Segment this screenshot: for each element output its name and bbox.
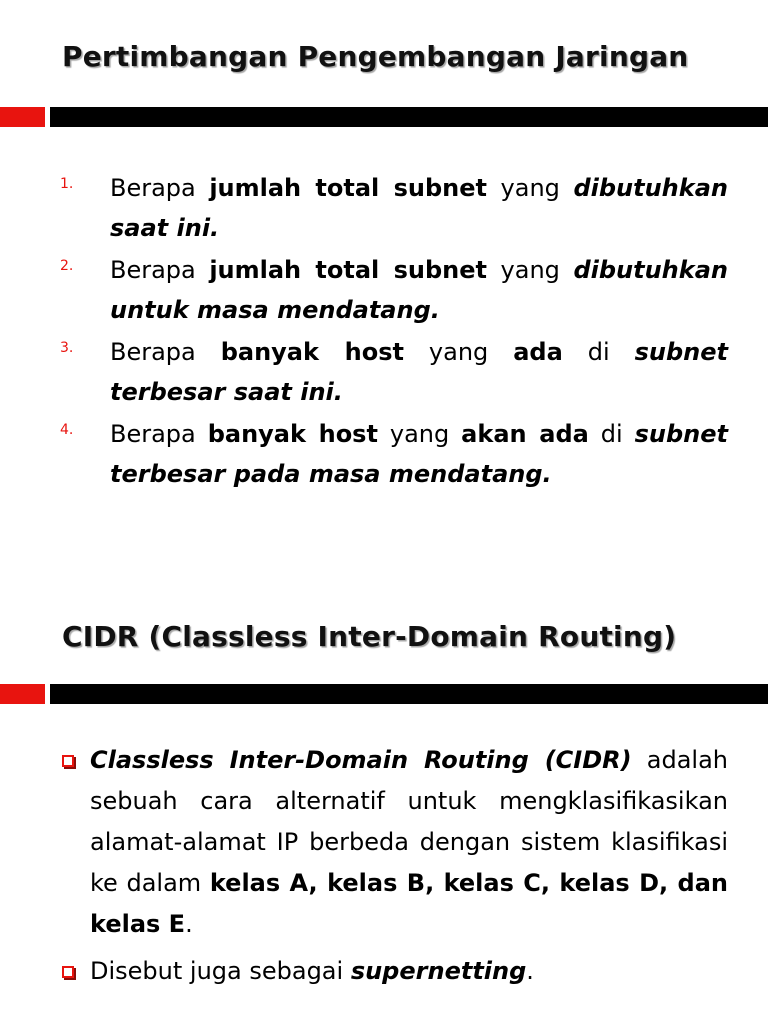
text-segment-bold-italic: dibutuhkan untuk masa mendatang. [110,256,729,324]
square-bullet-icon [62,755,74,767]
text-segment-bold-italic: subnet terbesar pada masa mendatang. [110,420,728,488]
divider-black-bar [50,107,768,127]
bullet-text [90,951,728,992]
text-segment-bold-italic: subnet terbesar saat ini. [110,338,728,406]
text-segment-bold: jumlah total subnet [209,256,487,284]
text-segment: yang [377,420,462,448]
slide-cidr [0,576,768,1024]
slide-title: CIDR (Classless Inter-Domain Routing) [62,620,677,653]
divider-black-bar [50,684,768,704]
list-item-text [110,414,728,494]
list-item-text [110,168,728,248]
text-segment-bold-italic: Classless Inter-Domain Routing (CIDR) [90,746,632,774]
list-item [0,414,768,494]
text-segment-bold: ada [513,338,563,366]
text-segment-bold: banyak host [220,338,404,366]
divider-red-block [0,107,45,127]
text-segment: adalah sebuah cara alternatif untuk mengklasifikasikan alamat-alamat IP berbeda dengan sistem klasifikasi ke dalam [90,746,728,897]
text-segment-bold: jumlah total subnet [209,174,487,202]
text-segment-bold-italic: supernetting [350,957,527,985]
list-number: 1. [60,176,74,192]
list-item [0,951,768,992]
text-segment: Berapa [110,420,208,448]
text-segment: Berapa [110,256,210,284]
list-item [0,740,768,945]
text-segment-bold: akan ada [461,420,589,448]
title-divider [0,684,768,704]
list-number: 3. [60,340,74,356]
text-segment: Berapa [110,338,221,366]
list-item [0,250,768,330]
title-divider [0,107,768,127]
divider-red-block [0,684,45,704]
list-item [0,332,768,412]
slide-title: Pertimbangan Pengembangan Jaringan [62,40,689,73]
list-item-text [110,332,728,412]
text-segment: . [526,957,534,985]
list-item-text [110,250,728,330]
text-segment: di [588,420,635,448]
square-bullet-icon [62,966,74,978]
list-number: 2. [60,258,74,274]
text-segment-bold: kelas A, kelas B, kelas C, kelas D, dan kelas E [90,869,728,938]
text-segment-bold: banyak host [207,420,378,448]
text-segment: yang [486,256,574,284]
text-segment: Disebut juga sebagai [90,957,351,985]
text-segment: . [185,910,193,938]
bullet-text [90,740,728,945]
text-segment: yang [403,338,514,366]
numbered-list [0,168,768,496]
bullet-list [0,740,768,998]
text-segment: yang [486,174,574,202]
text-segment-bold-italic: dibutuhkan saat ini. [110,174,729,242]
text-segment: Berapa [110,174,210,202]
text-segment: di [562,338,635,366]
list-item [0,168,768,248]
list-number: 4. [60,422,74,438]
